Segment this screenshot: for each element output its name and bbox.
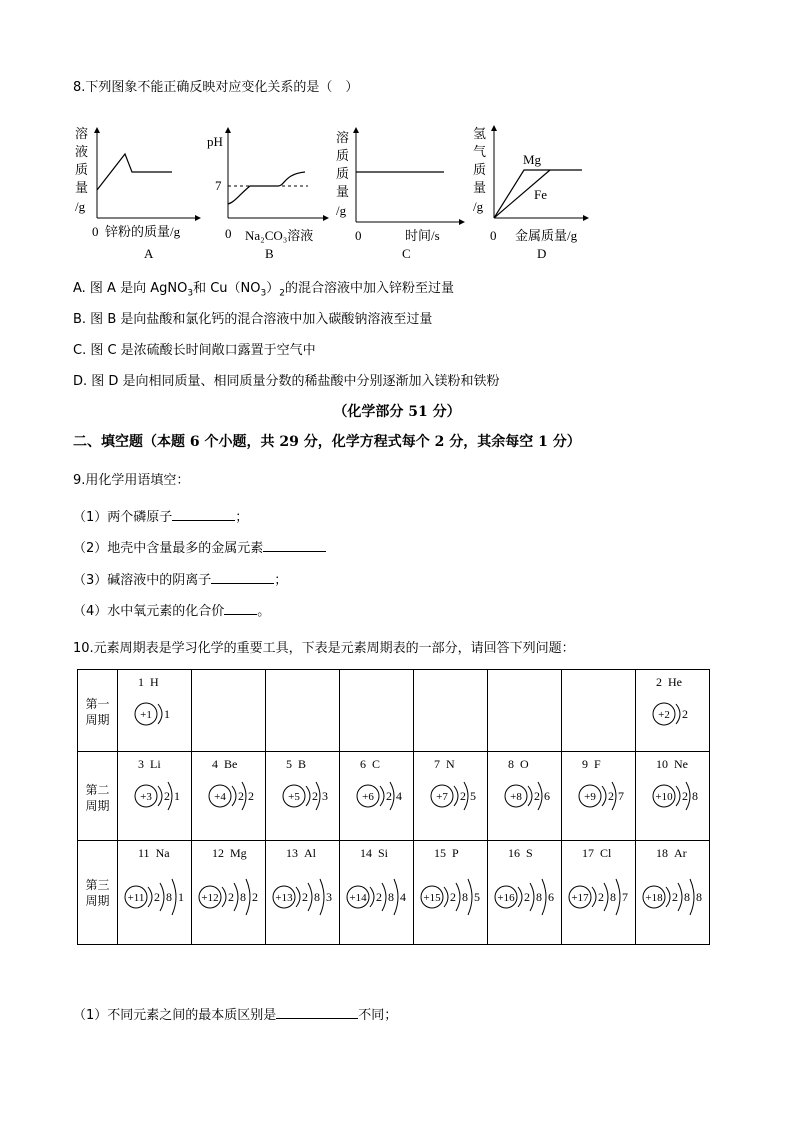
element-symbol: H bbox=[150, 675, 159, 689]
nuclear-charge: +12 bbox=[201, 892, 219, 904]
period-row-1 bbox=[78, 670, 710, 752]
graph-c-ylabel-4: /g bbox=[336, 203, 347, 218]
electron-count: 1 bbox=[178, 890, 184, 904]
atom-structure-diagram bbox=[118, 772, 191, 832]
atomic-number: 4 bbox=[212, 757, 218, 771]
element-cell bbox=[118, 841, 192, 945]
atomic-number: 1 bbox=[138, 675, 144, 689]
electron-shell-arc bbox=[232, 786, 236, 806]
graph-c-ylabel-2: 质 bbox=[336, 166, 350, 181]
graph-d-mg-label: Mg bbox=[523, 152, 542, 167]
element-label bbox=[582, 757, 601, 772]
electron-count: 2 bbox=[682, 707, 688, 721]
graph-b-xlabel: Na₂CO₃溶液 bbox=[245, 228, 314, 243]
element-symbol: Be bbox=[224, 757, 238, 771]
electron-shell-arc bbox=[602, 786, 606, 806]
period-label-line1: 第二 bbox=[85, 783, 110, 797]
q9-item-1-after: ； bbox=[235, 510, 249, 525]
atomic-number: 16 bbox=[508, 846, 520, 860]
q8-option-a-sub3: 2 bbox=[279, 288, 285, 299]
period-label-line2: 周期 bbox=[85, 799, 110, 813]
atomic-number: 13 bbox=[286, 846, 298, 860]
electron-count: 8 bbox=[462, 890, 468, 904]
nuclear-charge: +17 bbox=[571, 892, 589, 904]
graph-c-ylabel-1: 质 bbox=[336, 148, 350, 163]
element-label bbox=[656, 846, 687, 861]
period-label-cell bbox=[78, 670, 118, 752]
q8-option-a-text3: ） bbox=[266, 281, 280, 296]
period-label-line2: 周期 bbox=[85, 894, 110, 908]
electron-shell-arc bbox=[382, 883, 386, 911]
q10-stem: 10.元素周期表是学习化学的重要工具，下表是元素周期表的一部分，请回答下列问题： bbox=[73, 641, 575, 656]
element-cell bbox=[340, 670, 414, 752]
element-cell bbox=[118, 752, 192, 841]
graph-b-origin: 0 bbox=[225, 226, 232, 241]
electron-shell-arc bbox=[380, 786, 384, 806]
q8-option-c: C. 图 C 是浓硫酸长时间敞口露置于空气中 bbox=[73, 343, 316, 358]
element-label bbox=[656, 675, 682, 690]
electron-shell-arc bbox=[234, 883, 238, 911]
element-cell bbox=[636, 752, 710, 841]
graph-d bbox=[473, 126, 586, 261]
electron-shell-arc bbox=[456, 883, 460, 911]
graph-a-curve bbox=[97, 154, 172, 190]
element-label bbox=[212, 757, 237, 772]
electron-count: 2 bbox=[302, 890, 308, 904]
electron-shell-arc bbox=[604, 883, 608, 911]
electron-shell-arc bbox=[148, 887, 152, 907]
electron-shell-arc bbox=[306, 786, 310, 806]
element-cell bbox=[488, 670, 562, 752]
atom-structure-diagram bbox=[266, 772, 339, 832]
element-symbol: Si bbox=[378, 846, 389, 860]
element-label bbox=[434, 757, 455, 772]
electron-count: 7 bbox=[622, 890, 628, 904]
atomic-number: 9 bbox=[582, 757, 588, 771]
atomic-number: 8 bbox=[508, 757, 514, 771]
graph-c-ylabel-3: 量 bbox=[336, 184, 350, 199]
electron-shell-arc bbox=[394, 879, 398, 915]
electron-count: 4 bbox=[400, 890, 406, 904]
atom-structure-diagram bbox=[414, 772, 487, 832]
q9-item-4-blank[interactable] bbox=[224, 600, 257, 615]
element-label bbox=[508, 846, 533, 861]
atomic-number: 12 bbox=[212, 846, 224, 860]
electron-shell-arc bbox=[530, 883, 534, 911]
electron-shell-arc bbox=[528, 786, 532, 806]
q9-item-4 bbox=[73, 600, 270, 619]
q9-stem: 9.用化学用语填空： bbox=[73, 473, 190, 488]
graph-b-ytick-7: 7 bbox=[215, 178, 222, 193]
electron-shell-arc bbox=[676, 704, 680, 724]
periodic-table bbox=[77, 669, 710, 945]
atomic-number: 17 bbox=[582, 846, 594, 860]
electron-shell-arc bbox=[592, 887, 596, 907]
element-cell bbox=[118, 670, 192, 752]
graph-a-xlabel: 锌粉的质量/g bbox=[105, 224, 181, 239]
nuclear-charge: +6 bbox=[362, 791, 374, 803]
element-label bbox=[138, 846, 170, 861]
electron-shell-arc bbox=[518, 887, 522, 907]
q9-item-2-blank[interactable] bbox=[263, 537, 326, 552]
graph-a-origin: 0 bbox=[92, 224, 99, 239]
atom-structure-diagram bbox=[636, 861, 709, 941]
electron-count: 2 bbox=[376, 890, 382, 904]
atom-structure-diagram bbox=[636, 690, 709, 750]
element-symbol: P bbox=[452, 846, 459, 860]
element-cell bbox=[266, 670, 340, 752]
element-symbol: O bbox=[520, 757, 529, 771]
graph-a-ylabel-4: /g bbox=[75, 199, 86, 214]
graph-d-ylabel-2: 质 bbox=[473, 162, 487, 177]
electron-count: 7 bbox=[618, 789, 624, 803]
electron-count: 2 bbox=[386, 789, 392, 803]
nuclear-charge: +4 bbox=[214, 791, 226, 803]
electron-count: 1 bbox=[174, 789, 180, 803]
element-symbol: Mg bbox=[230, 846, 247, 860]
q8-option-a-sub1: 3 bbox=[187, 288, 194, 299]
period-label-line2: 周期 bbox=[85, 713, 110, 727]
element-symbol: Ne bbox=[674, 757, 688, 771]
electron-count: 6 bbox=[548, 890, 554, 904]
atom-structure-diagram bbox=[118, 690, 191, 750]
element-label bbox=[360, 757, 380, 772]
q10-sub1 bbox=[73, 1004, 397, 1023]
electron-shell-arc bbox=[158, 704, 162, 724]
graph-a-ylabel-3: 量 bbox=[75, 180, 89, 195]
electron-count: 3 bbox=[322, 789, 328, 803]
atom-structure-diagram bbox=[340, 861, 413, 941]
element-cell bbox=[192, 752, 266, 841]
element-label bbox=[508, 757, 529, 772]
graph-d-fe-label: Fe bbox=[534, 187, 547, 202]
element-symbol: Ar bbox=[674, 846, 687, 860]
q9-item-4-after: 。 bbox=[257, 604, 271, 619]
atom-structure-diagram bbox=[562, 861, 635, 941]
electron-shell-arc bbox=[616, 879, 620, 915]
element-label bbox=[434, 846, 459, 861]
graph-d-ylabel-0: 氢 bbox=[473, 126, 487, 141]
electron-count: 8 bbox=[692, 789, 698, 803]
electron-shell-arc bbox=[678, 883, 682, 911]
electron-count: 8 bbox=[696, 890, 702, 904]
q8-option-a-text1: A. 图 A 是向 AgNO bbox=[73, 281, 188, 296]
element-label bbox=[360, 846, 388, 861]
atom-structure-diagram bbox=[488, 772, 561, 832]
graph-c-ylabel-0: 溶 bbox=[336, 130, 350, 145]
nuclear-charge: +14 bbox=[349, 892, 367, 904]
element-label bbox=[656, 757, 688, 772]
graph-d-xlabel: 金属质量/g bbox=[515, 228, 578, 243]
atomic-number: 2 bbox=[656, 675, 662, 689]
q8-stem: 8.下列图象不能正确反映对应变化关系的是（ ） bbox=[73, 80, 359, 95]
period-row-3 bbox=[78, 841, 710, 945]
electron-shell-arc bbox=[308, 883, 312, 911]
atom-structure-diagram bbox=[266, 861, 339, 941]
electron-count: 2 bbox=[450, 890, 456, 904]
nuclear-charge: +3 bbox=[140, 791, 152, 803]
element-cell bbox=[562, 752, 636, 841]
element-label bbox=[286, 846, 316, 861]
element-cell bbox=[488, 752, 562, 841]
electron-count: 2 bbox=[312, 789, 318, 803]
element-symbol: Li bbox=[150, 757, 161, 771]
atom-structure-diagram bbox=[340, 772, 413, 832]
element-cell bbox=[414, 841, 488, 945]
part2-heading: 二、填空题（本题 6 个小题，共 29 分，化学方程式每个 2 分，其余每空 1 分） bbox=[73, 434, 581, 450]
element-label bbox=[286, 757, 306, 772]
electron-count: 8 bbox=[536, 890, 542, 904]
q8-option-d: D. 图 D 是向相同质量、相同质量分数的稀盐酸中分别逐渐加入镁粉和铁粉 bbox=[73, 374, 500, 389]
q9-item-1-text: （1）两个磷原子 bbox=[73, 510, 173, 525]
q9-item-3-blank[interactable] bbox=[211, 569, 274, 584]
electron-count: 2 bbox=[228, 890, 234, 904]
graph-a-ylabel-1: 液 bbox=[75, 144, 89, 159]
electron-count: 5 bbox=[474, 890, 480, 904]
graph-b bbox=[207, 130, 326, 261]
atom-structure-diagram bbox=[488, 861, 561, 941]
graph-b-curve bbox=[228, 172, 305, 204]
period-label-line1: 第一 bbox=[85, 697, 110, 711]
electron-shell-arc bbox=[676, 786, 680, 806]
atomic-number: 7 bbox=[434, 757, 440, 771]
electron-count: 8 bbox=[240, 890, 246, 904]
electron-count: 2 bbox=[164, 789, 170, 803]
q9-item-3 bbox=[73, 569, 287, 588]
period-row-2 bbox=[78, 752, 710, 841]
electron-shell-arc bbox=[320, 879, 324, 915]
electron-shell-arc bbox=[246, 879, 250, 915]
electron-count: 2 bbox=[238, 789, 244, 803]
electron-shell-arc bbox=[222, 887, 226, 907]
electron-count: 8 bbox=[684, 890, 690, 904]
nuclear-charge: +9 bbox=[584, 791, 596, 803]
element-symbol: F bbox=[594, 757, 601, 771]
electron-count: 4 bbox=[396, 789, 402, 803]
section-heading: （化学部分 51 分） bbox=[333, 404, 461, 420]
electron-count: 3 bbox=[326, 890, 332, 904]
element-label bbox=[138, 675, 159, 690]
nuclear-charge: +2 bbox=[658, 709, 670, 721]
element-symbol: N bbox=[446, 757, 455, 771]
electron-count: 1 bbox=[164, 707, 170, 721]
electron-count: 8 bbox=[610, 890, 616, 904]
graph-a bbox=[75, 126, 198, 261]
element-cell bbox=[636, 841, 710, 945]
element-label bbox=[212, 846, 247, 861]
electron-count: 6 bbox=[544, 789, 550, 803]
q9-item-3-text: （3）碱溶液中的阴离子 bbox=[73, 573, 212, 588]
q10-sub1-text: （1）不同元素之间的最本质区别是 bbox=[73, 1008, 277, 1023]
electron-count: 2 bbox=[682, 789, 688, 803]
electron-shell-arc bbox=[370, 887, 374, 907]
element-cell bbox=[192, 841, 266, 945]
electron-count: 2 bbox=[524, 890, 530, 904]
element-cell bbox=[636, 670, 710, 752]
electron-count: 2 bbox=[460, 789, 466, 803]
nuclear-charge: +18 bbox=[645, 892, 663, 904]
period-label-line1: 第三 bbox=[85, 878, 110, 892]
atomic-number: 11 bbox=[138, 846, 150, 860]
electron-shell-arc bbox=[542, 879, 546, 915]
nuclear-charge: +8 bbox=[510, 791, 522, 803]
electron-shell-arc bbox=[160, 883, 164, 911]
element-cell bbox=[488, 841, 562, 945]
q8-graphs bbox=[70, 122, 600, 264]
electron-shell-arc bbox=[296, 887, 300, 907]
atom-structure-diagram bbox=[192, 772, 265, 832]
electron-shell-arc bbox=[172, 879, 176, 915]
q9-item-1 bbox=[73, 506, 248, 525]
q8-option-a-text2: 和 Cu（NO bbox=[193, 281, 261, 296]
element-symbol: Na bbox=[155, 846, 170, 860]
electron-count: 2 bbox=[154, 890, 160, 904]
graph-d-ylabel-3: 量 bbox=[473, 180, 487, 195]
q9-item-2-text: （2）地壳中含量最多的金属元素 bbox=[73, 541, 264, 556]
element-cell bbox=[562, 841, 636, 945]
electron-count: 2 bbox=[672, 890, 678, 904]
graph-c-origin: 0 bbox=[355, 228, 362, 243]
atomic-number: 6 bbox=[360, 757, 366, 771]
electron-count: 5 bbox=[470, 789, 476, 803]
nuclear-charge: +11 bbox=[127, 892, 145, 904]
electron-count: 2 bbox=[534, 789, 540, 803]
element-label bbox=[582, 846, 611, 861]
electron-count: 2 bbox=[598, 890, 604, 904]
electron-shell-arc bbox=[468, 879, 472, 915]
element-symbol: S bbox=[526, 846, 533, 860]
electron-shell-arc bbox=[158, 786, 162, 806]
electron-count: 2 bbox=[252, 890, 258, 904]
element-cell bbox=[192, 670, 266, 752]
graph-a-ylabel-2: 质 bbox=[75, 162, 89, 177]
period-label-cell bbox=[78, 841, 118, 945]
atom-structure-diagram bbox=[414, 861, 487, 941]
graph-a-letter: A bbox=[144, 246, 154, 261]
atomic-number: 18 bbox=[656, 846, 668, 860]
atomic-number: 15 bbox=[434, 846, 446, 860]
nuclear-charge: +10 bbox=[655, 791, 673, 803]
element-symbol: He bbox=[668, 675, 682, 689]
electron-shell-arc bbox=[690, 879, 694, 915]
atom-structure-diagram bbox=[636, 772, 709, 832]
graph-d-origin: 0 bbox=[490, 228, 497, 243]
graph-c-xlabel: 时间/s bbox=[405, 228, 440, 243]
electron-shell-arc bbox=[444, 887, 448, 907]
graph-b-ylabel: pH bbox=[207, 134, 223, 149]
graph-d-ylabel-4: /g bbox=[473, 199, 484, 214]
nuclear-charge: +16 bbox=[497, 892, 515, 904]
q10-sub1-after: 不同； bbox=[358, 1008, 398, 1023]
atom-structure-diagram bbox=[118, 861, 191, 941]
atomic-number: 14 bbox=[360, 846, 372, 860]
atom-structure-diagram bbox=[562, 772, 635, 832]
q8-option-b: B. 图 B 是向盐酸和氯化钙的混合溶液中加入碳酸钠溶液至过量 bbox=[73, 312, 433, 327]
element-symbol: C bbox=[372, 757, 381, 771]
element-cell bbox=[414, 752, 488, 841]
electron-count: 2 bbox=[248, 789, 254, 803]
nuclear-charge: +7 bbox=[436, 791, 448, 803]
graph-c-letter: C bbox=[402, 246, 411, 261]
element-cell bbox=[562, 670, 636, 752]
element-label bbox=[138, 757, 161, 772]
atomic-number: 5 bbox=[286, 757, 292, 771]
element-cell bbox=[340, 841, 414, 945]
q8-option-a-sub2: 3 bbox=[260, 288, 267, 299]
element-symbol: Cl bbox=[600, 846, 612, 860]
atom-structure-diagram bbox=[192, 861, 265, 941]
graph-c bbox=[336, 130, 462, 261]
nuclear-charge: +1 bbox=[140, 709, 152, 721]
q8-option-a bbox=[73, 277, 454, 299]
q10-sub1-blank[interactable] bbox=[276, 1004, 358, 1019]
graph-d-letter: D bbox=[537, 246, 547, 261]
electron-count: 2 bbox=[608, 789, 614, 803]
nuclear-charge: +5 bbox=[288, 791, 300, 803]
q9-item-3-after: ； bbox=[274, 573, 288, 588]
element-cell bbox=[266, 841, 340, 945]
graph-d-ylabel-1: 气 bbox=[473, 144, 487, 159]
atomic-number: 10 bbox=[656, 757, 668, 771]
electron-count: 8 bbox=[388, 890, 394, 904]
electron-count: 8 bbox=[314, 890, 320, 904]
q9-item-1-blank[interactable] bbox=[172, 506, 235, 521]
q9-item-4-text: （4）水中氧元素的化合价 bbox=[73, 604, 225, 619]
electron-count: 8 bbox=[166, 890, 172, 904]
nuclear-charge: +15 bbox=[423, 892, 441, 904]
element-cell bbox=[414, 670, 488, 752]
element-cell bbox=[266, 752, 340, 841]
atomic-number: 3 bbox=[138, 757, 144, 771]
element-symbol: Al bbox=[304, 846, 316, 860]
electron-shell-arc bbox=[666, 887, 670, 907]
graph-a-ylabel-0: 溶 bbox=[75, 126, 89, 141]
period-label-cell bbox=[78, 752, 118, 841]
q9-item-2 bbox=[73, 537, 326, 556]
nuclear-charge: +13 bbox=[275, 892, 293, 904]
element-symbol: B bbox=[298, 757, 307, 771]
electron-shell-arc bbox=[454, 786, 458, 806]
graph-b-letter: B bbox=[265, 246, 274, 261]
element-cell bbox=[340, 752, 414, 841]
q8-option-a-text4: 的混合溶液中加入锌粉至过量 bbox=[284, 281, 454, 296]
